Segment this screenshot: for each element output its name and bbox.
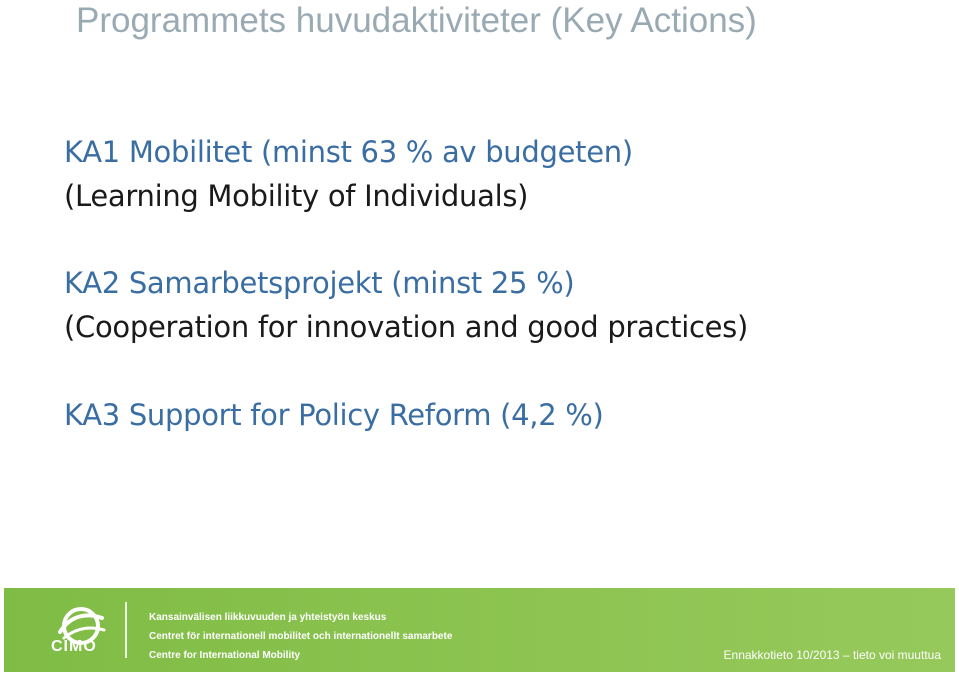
slide-title: Programmets huvudaktiviteter (Key Actions) [76,1,757,40]
ka2-subheading: (Cooperation for innovation and good practices) [64,310,748,344]
footer-divider [125,602,127,658]
cimo-logo-text: CIMO [51,638,97,655]
org-name-swedish: Centret för internationell mobilitet och internationellt samarbete [149,631,453,642]
org-name-finnish: Kansainvälisen liikkuvuuden ja yhteistyön keskus [149,612,387,623]
section-ka2 [64,261,748,349]
ka3-heading: KA3 Support for Policy Reform (4,2 %) [64,398,604,432]
ka1-subheading: (Learning Mobility of Individuals) [64,179,529,213]
ka1-heading: KA1 Mobilitet (minst 63 % av budgeten) [64,135,633,169]
org-name-english: Centre for International Mobility [149,650,301,661]
preliminary-notice: Ennakkotieto 10/2013 – tieto voi muuttua [723,648,941,662]
org-name-block [149,608,452,665]
section-ka1 [64,130,633,218]
section-ka3 [64,393,604,437]
footer-bar [4,588,955,672]
ka2-heading: KA2 Samarbetsprojekt (minst 25 %) [64,266,575,300]
